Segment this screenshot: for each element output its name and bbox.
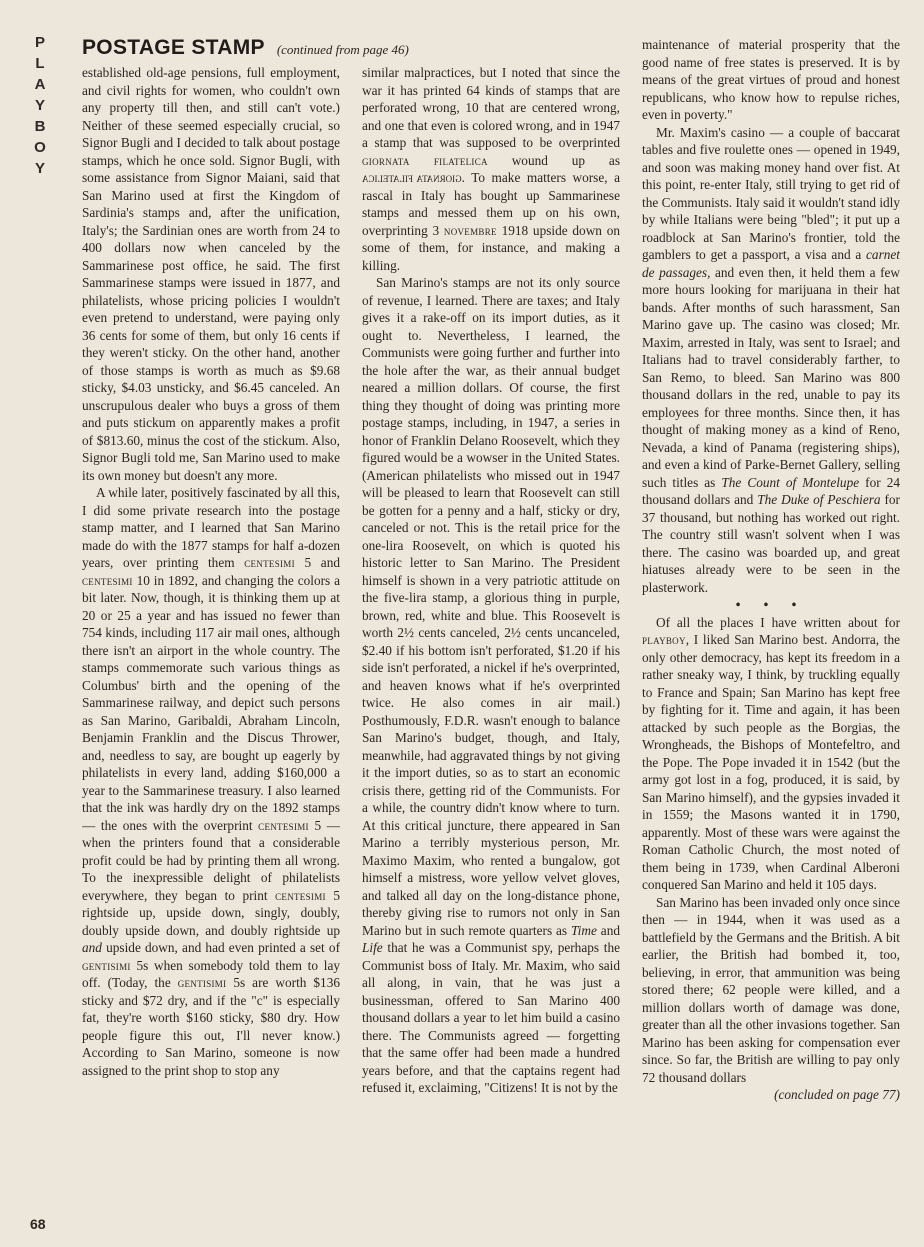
magazine-brand-vertical	[30, 32, 50, 179]
paragraph: maintenance of material prosperity that the good name of free states is preserved. It is by means of the great virtues of proud and honest republicans, who know how to repulse riches, even in poverty."	[642, 37, 900, 122]
text-column-3	[642, 36, 900, 1230]
brand-letter: Y	[34, 160, 45, 177]
section-separator: • • •	[735, 597, 807, 612]
paragraph: A while later, positively fascinated by all this, I did some private research into the postage stamp matter, and I learned that San Marino made do with the 1877 stamps for half a-dozen years, over printing them centesimi 5 and centesimi 10 in 1892, and changing the colors a bit later. Now, though, it is thinking them up at 20 or 25 a year and has issued no fewer than 754 kinds, including 117 air mail ones, although there isn't an airport in the whole country. The stamps commemorate such various things as Columbus' birth and the opening of the Sammarinese railway, and depict such persons as San Marino, Garibaldi, Abraham Lincoln, Benjamin Franklin and the Discus Thrower, and, needless to say, are bought up eagerly by philatelists in every land, adding $160,000 a year to the Sammarinese treasury. I also learned that the ink was hardly dry on the 1892 stamps — the ones with the overprint centesimi 5 — when the printers found that a considerable profit could be had by printing them all wrong. To the inexpressible delight of philatelists everywhere, they began to print centesimi 5 rightside up, upside down, singly, doubly, doubly upside down, and doubly rightside up and upside down, and had even printed a set of gentisimi 5s when somebody told them to lay off. (Today, the gentisimi 5s are worth $136 sticky and $72 dry, and if the "c" is especially fat, they're worth $160 sticky, $80 dry. How people figure this out, I'll never know.) According to San Marino, someone is now assigned to the print shop to stop any	[82, 485, 340, 1078]
paragraph: San Marino's stamps are not its only source of revenue, I learned. There are taxes; and Italy gives it a rake-off on its import duties, as it ought to. Nevertheless, I learned, the Communists were going further and further into the hole after the war, as their annual budget neared a million dollars. Of course, the first thing they thought of doing was printing more postage stamps, including, in 1947, a series in honor of Franklin Delano Roosevelt, which they figured would be a wowser in the United States. (American philatelists who missed out in 1947 will be pleased to learn that Roosevelt can still be gotten for a penny and a half, sticky or dry, canceled or not. This is the retail price for the one-lira Roosevelt, on which is quoted his historic letter to San Marino. The President himself is shown in a very patriotic attitude on the five-lira stamp, a glorious thing in purple, brown, red, white and blue. This Roosevelt is worth 2½ cents canceled, 2½ cents uncanceled, $2.40 if his bottom isn't perforated, $1.20 if his side isn't perforated, a nickel if he's overprinted, and heaven knows what if he's overprinted twice. He also comes in air mail.) Posthumously, F.D.R. wasn't enough to balance San Marino's budget, though, and Italy, meanwhile, had aggravated things by not giving it the import duties, so as to start an economic crisis there, getting rid of the Communists. For a while, the country didn't know where to turn. At this critical juncture, there appeared in San Marino a terribly mysterious person, Mr. Maximo Maxim, who rented a bungalow, got himself a mistress, wore yellow velvet gloves, and talked all day on the long-distance phone, thereby giving rise to rumors not only in San Marino but in such remote quarters as Time and Life that he was a Communist spy, perhaps the Communist boss of Italy. Mr. Maxim, who said all along, in vain, that he was just a businessman, offered to San Marino 400 thousand dollars a year to let him build a casino there. The Communists agreed — forgetting that the same offer had been made a hundred years before, and that the captains regent had refused it, exclaiming, "Citizens! It is not by the	[362, 275, 620, 1095]
mirrored-overprint: giornata filatelica	[362, 170, 462, 185]
brand-letter: P	[34, 34, 45, 51]
brand-letter: L	[35, 55, 45, 72]
paragraph: San Marino has been invaded only once since then — in 1944, when it was used as a battlefield by the Germans and the British. A bit earlier, the British had bombed it, too, believing, in error, that ammunition was being stored there; 62 people were killed, and a million dollars worth of damage was done, greater than all the other invasions together. San Marino has been asking for compensation ever since. So far, the British are willing to pay only 72 thousand dollars	[642, 894, 900, 1085]
paragraph: similar malpractices, but I noted that since the war it has printed 64 kinds of stamps that are perforated wrong, 10 that are centered wrong, and one that even is colored wrong, and in 1947 a stamp that was supposed to be overprinted giornata filatelica wound up as giornata filatelica. To make matters worse, a rascal in Italy has bought up Sammarinese stamps and messed them up on his own, overprinting 3 novembre 1918 upside down on some of them, for instance, and making a killing.	[362, 65, 620, 273]
concluded-note: (concluded on page 77)	[774, 1087, 900, 1102]
brand-letter: A	[34, 76, 46, 93]
paragraph: established old-age pensions, full employment, and civil rights for women, who couldn't own any property till then, and still can't vote.) Neither of these seemed especially crucial, so Signor Bugli and I decided to talk about postage stamps, which he once sold. Signor Bugli, with some assistance from Signor Maiani, said that San Marino used at first the Kingdom of Sardinia's stamps and, after the unification, Italy's; the Sardinian ones are worth from 24 to 400 dollars now when canceled by the Sammarinese post office, he said. The first Sammarinese stamps were issued in 1877, and philatelists, whose pricing policies I wouldn't even pretend to understand, were paying only 36 cents for some of them, but only 16 cents if they weren't sticky. On the other hand, another of those stamps is worth as much as $9.68 sticky, $4.03 unsticky, and $6.45 canceled. An unscrupulous dealer who buys a gross of them and puts stickum on apparently makes a profit of $813.60, minus the cost of the stickum. Also, Signor Bugli told me, San Marino used to make its own money but doesn't any more.	[82, 65, 340, 483]
brand-letter: Y	[34, 97, 45, 114]
text-column-1	[82, 64, 340, 1230]
continued-note: (continued from page 46)	[276, 42, 409, 57]
paragraph: Mr. Maxim's casino — a couple of baccarat tables and five roulette ones — opened in 1949, and soon was making money hand over fist. At this point, re-enter Italy, still trying to get rid of the Communists. Italy said it wouldn't stand idly by while Italians were being "bled"; it put up a roadblock at San Marino's frontier, told the gamblers to get a passport, a visa and a carnet de passages, and even then, it held them a few more hours looking for marijuana in their hat bands. After months of such harassment, San Marino gave up. The casino was closed; Mr. Maxim, arrested in Italy, was sent to Israel; and Italians had to travel considerably farther, to San Remo, to bleed. San Marino was 800 thousand dollars in the red, unable to pay its employees for three months. Since then, it has thought of making money as a kind of Reno, Nevada, a kind of Panama (registering ships), and even a kind of Parke-Bernet Gallery, selling such titles as The Count of Montelupe for 24 thousand dollars and The Duke of Peschiera for 37 thousand, but nothing has worked out right. The country still wasn't solvent when I was there. The casino was boarded up, and great hiatuses already were to be seen in the plasterwork.	[642, 124, 900, 595]
text-column-2	[362, 64, 620, 1230]
article-title: POSTAGE STAMP	[82, 36, 265, 59]
page-number: 68	[30, 1216, 46, 1232]
brand-letter: B	[34, 118, 46, 135]
paragraph: Of all the places I have written about for playboy, I liked San Marino best. Andorra, the only other democracy, has kept its freedom in a rather sneaky way, I think, by truckling equally to France and Spain; San Marino has kept free by fighting for it. Time and again, it has been attacked by such people as the Borgias, the Wrongheads, the Bishops of Montefeltro, and the Pope. The Pope invaded it in 1542 (but the army got lost in a fog, produced, it is said, by San Marino himself), and the gypsies invaded it in 1559; the Masons wanted it in 1790, apparently. Most of these wars were against the Roman Catholic Church, the most noted of them being in 1739, when Cardinal Alberoni conquered San Marino and held it 105 days.	[642, 614, 900, 892]
brand-letter: O	[34, 139, 46, 156]
article-header	[82, 36, 409, 62]
